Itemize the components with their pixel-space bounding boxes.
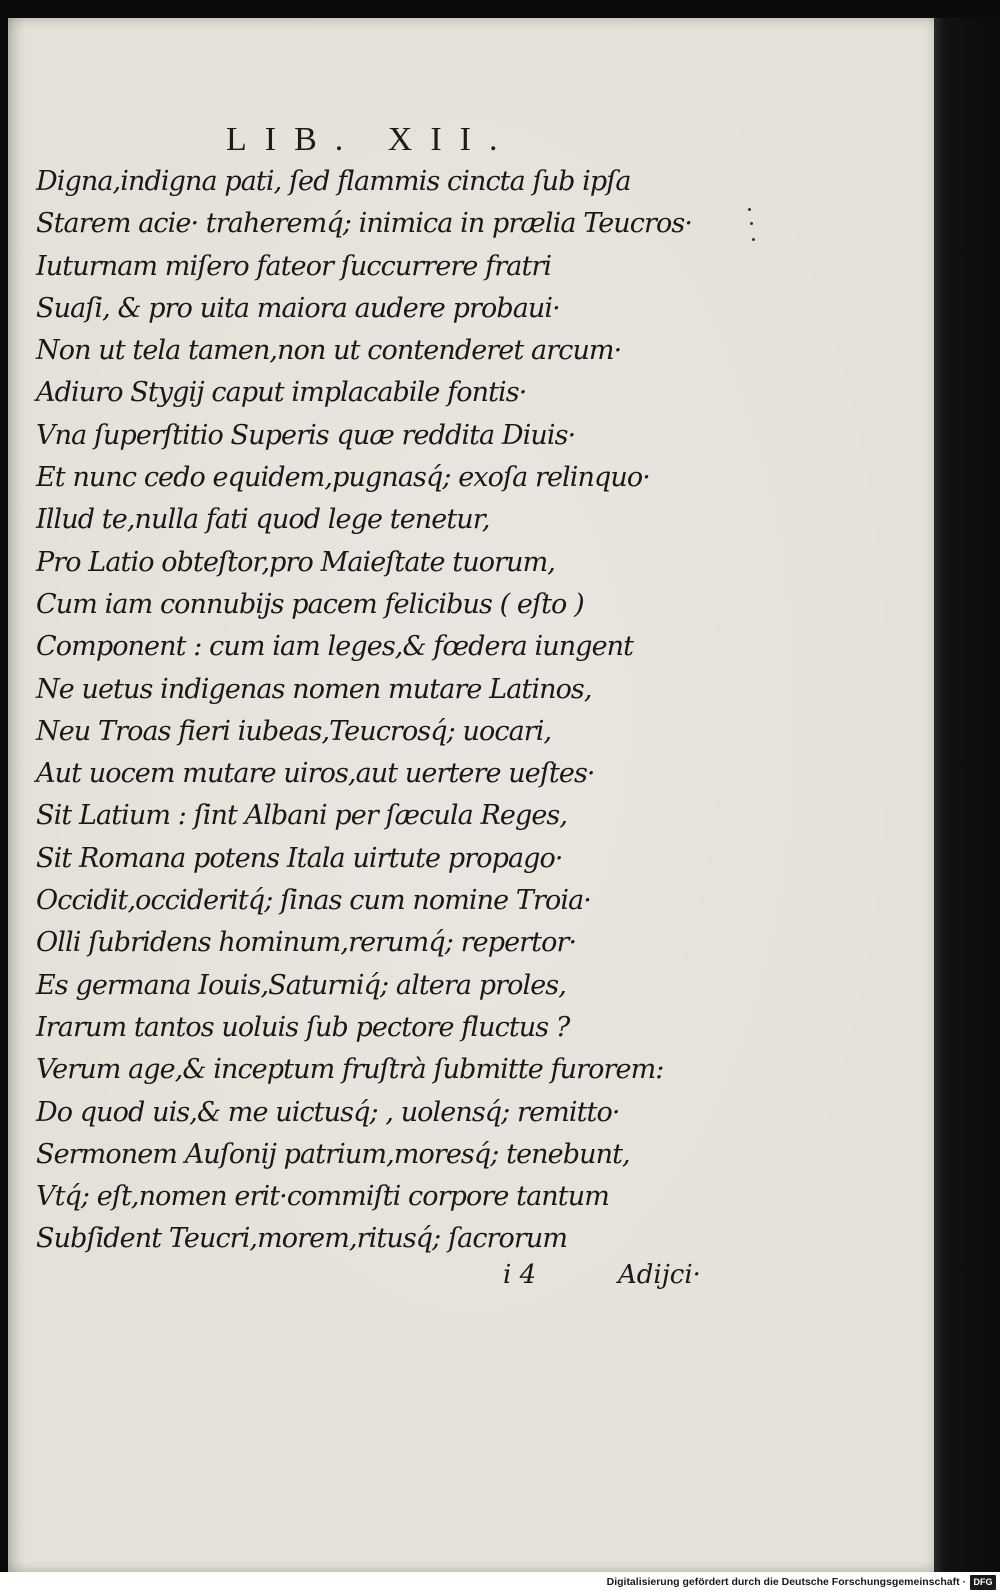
- dfg-logo: DFG: [970, 1575, 996, 1590]
- verse-line: Starem acie· traheremq́; inimica in prælia Teucros·: [36, 208, 693, 240]
- verse-line: Vtq́; eſt,nomen erit·commiſti corpore tantum: [36, 1181, 609, 1213]
- verse-line: Subſident Teucri,morem,ritusq́; ſacrorum: [36, 1223, 568, 1255]
- ink-speck: [748, 208, 751, 211]
- verse-line: Component : cum iam leges,& fœdera iungent: [36, 631, 634, 663]
- page-edge-shadow: [934, 18, 1000, 1572]
- verse-line: Do quod uis,& me uictusq́; , uolensq́; remitto·: [36, 1096, 620, 1128]
- running-head: LIB. XII.: [226, 121, 516, 158]
- funding-credit: Digitalisierung gefördert durch die Deutsche Forschungsgemeinschaft ·: [606, 1576, 966, 1588]
- verse-line: Sermonem Auſonij patrium,moresq́; tenebunt,: [36, 1138, 630, 1170]
- verse-line: Sit Latium : ſint Albani per ſæcula Reges,: [36, 800, 568, 832]
- ink-speck: [752, 238, 755, 241]
- verse-line: Vna ſuperſtitio Superis quæ reddita Diuis·: [36, 419, 576, 451]
- verse-line: Verum age,& inceptum fruſtrà ſubmitte furorem:: [36, 1054, 664, 1086]
- verse-line: Adiuro Stygij caput implacabile fontis·: [36, 377, 527, 409]
- verse-line: Aut uocem mutare uiros,aut uertere ueſtes·: [36, 758, 595, 790]
- verse-line: Pro Latio obteſtor,pro Maieſtate tuorum,: [36, 546, 555, 578]
- verse-line: Illud te,nulla fati quod lege tenetur,: [36, 504, 490, 536]
- book-page: [8, 18, 936, 1572]
- verse-line: Ne uetus indigenas nomen mutare Latinos,: [36, 673, 592, 705]
- verse-line: Et nunc cedo equidem,pugnasq́; exoſa relinquo·: [36, 462, 650, 494]
- ink-specks: [748, 208, 758, 248]
- scan-top-border: [0, 0, 1000, 18]
- verse-line: Irarum tantos uoluis ſub pectore fluctus ?: [36, 1011, 570, 1043]
- verse-line: Sit Romana potens Itala uirtute propago·: [36, 842, 563, 874]
- signature-mark: i 4: [503, 1260, 537, 1290]
- verse-line: Cum iam connubijs pacem felicibus ( eſto ): [36, 588, 584, 620]
- ink-speck: [750, 222, 753, 225]
- verse-line: Es germana Iouis,Saturniq́; altera proles,: [36, 969, 566, 1001]
- catchword: Adijci·: [618, 1260, 701, 1290]
- verse-line: Neu Troas fieri iubeas,Teucrosq́; uocari,: [36, 715, 552, 747]
- verse-line: Non ut tela tamen,non ut contenderet arcum·: [36, 335, 622, 367]
- footer-bar: [0, 1572, 1000, 1595]
- verse-line: Occidit,occideritq́; ſinas cum nomine Troia·: [36, 885, 591, 917]
- verse-line: Digna,indigna pati, ſed flammis cincta ſub ipſa: [36, 166, 631, 197]
- verse-line: Iuturnam miſero fateor ſuccurrere fratri: [36, 250, 552, 282]
- verse-line: Olli ſubridens hominum,rerumq́; repertor·: [36, 927, 577, 959]
- verse-block: [36, 161, 756, 1261]
- verse-line: Suaſi, & pro uita maiora audere probaui·: [36, 292, 560, 324]
